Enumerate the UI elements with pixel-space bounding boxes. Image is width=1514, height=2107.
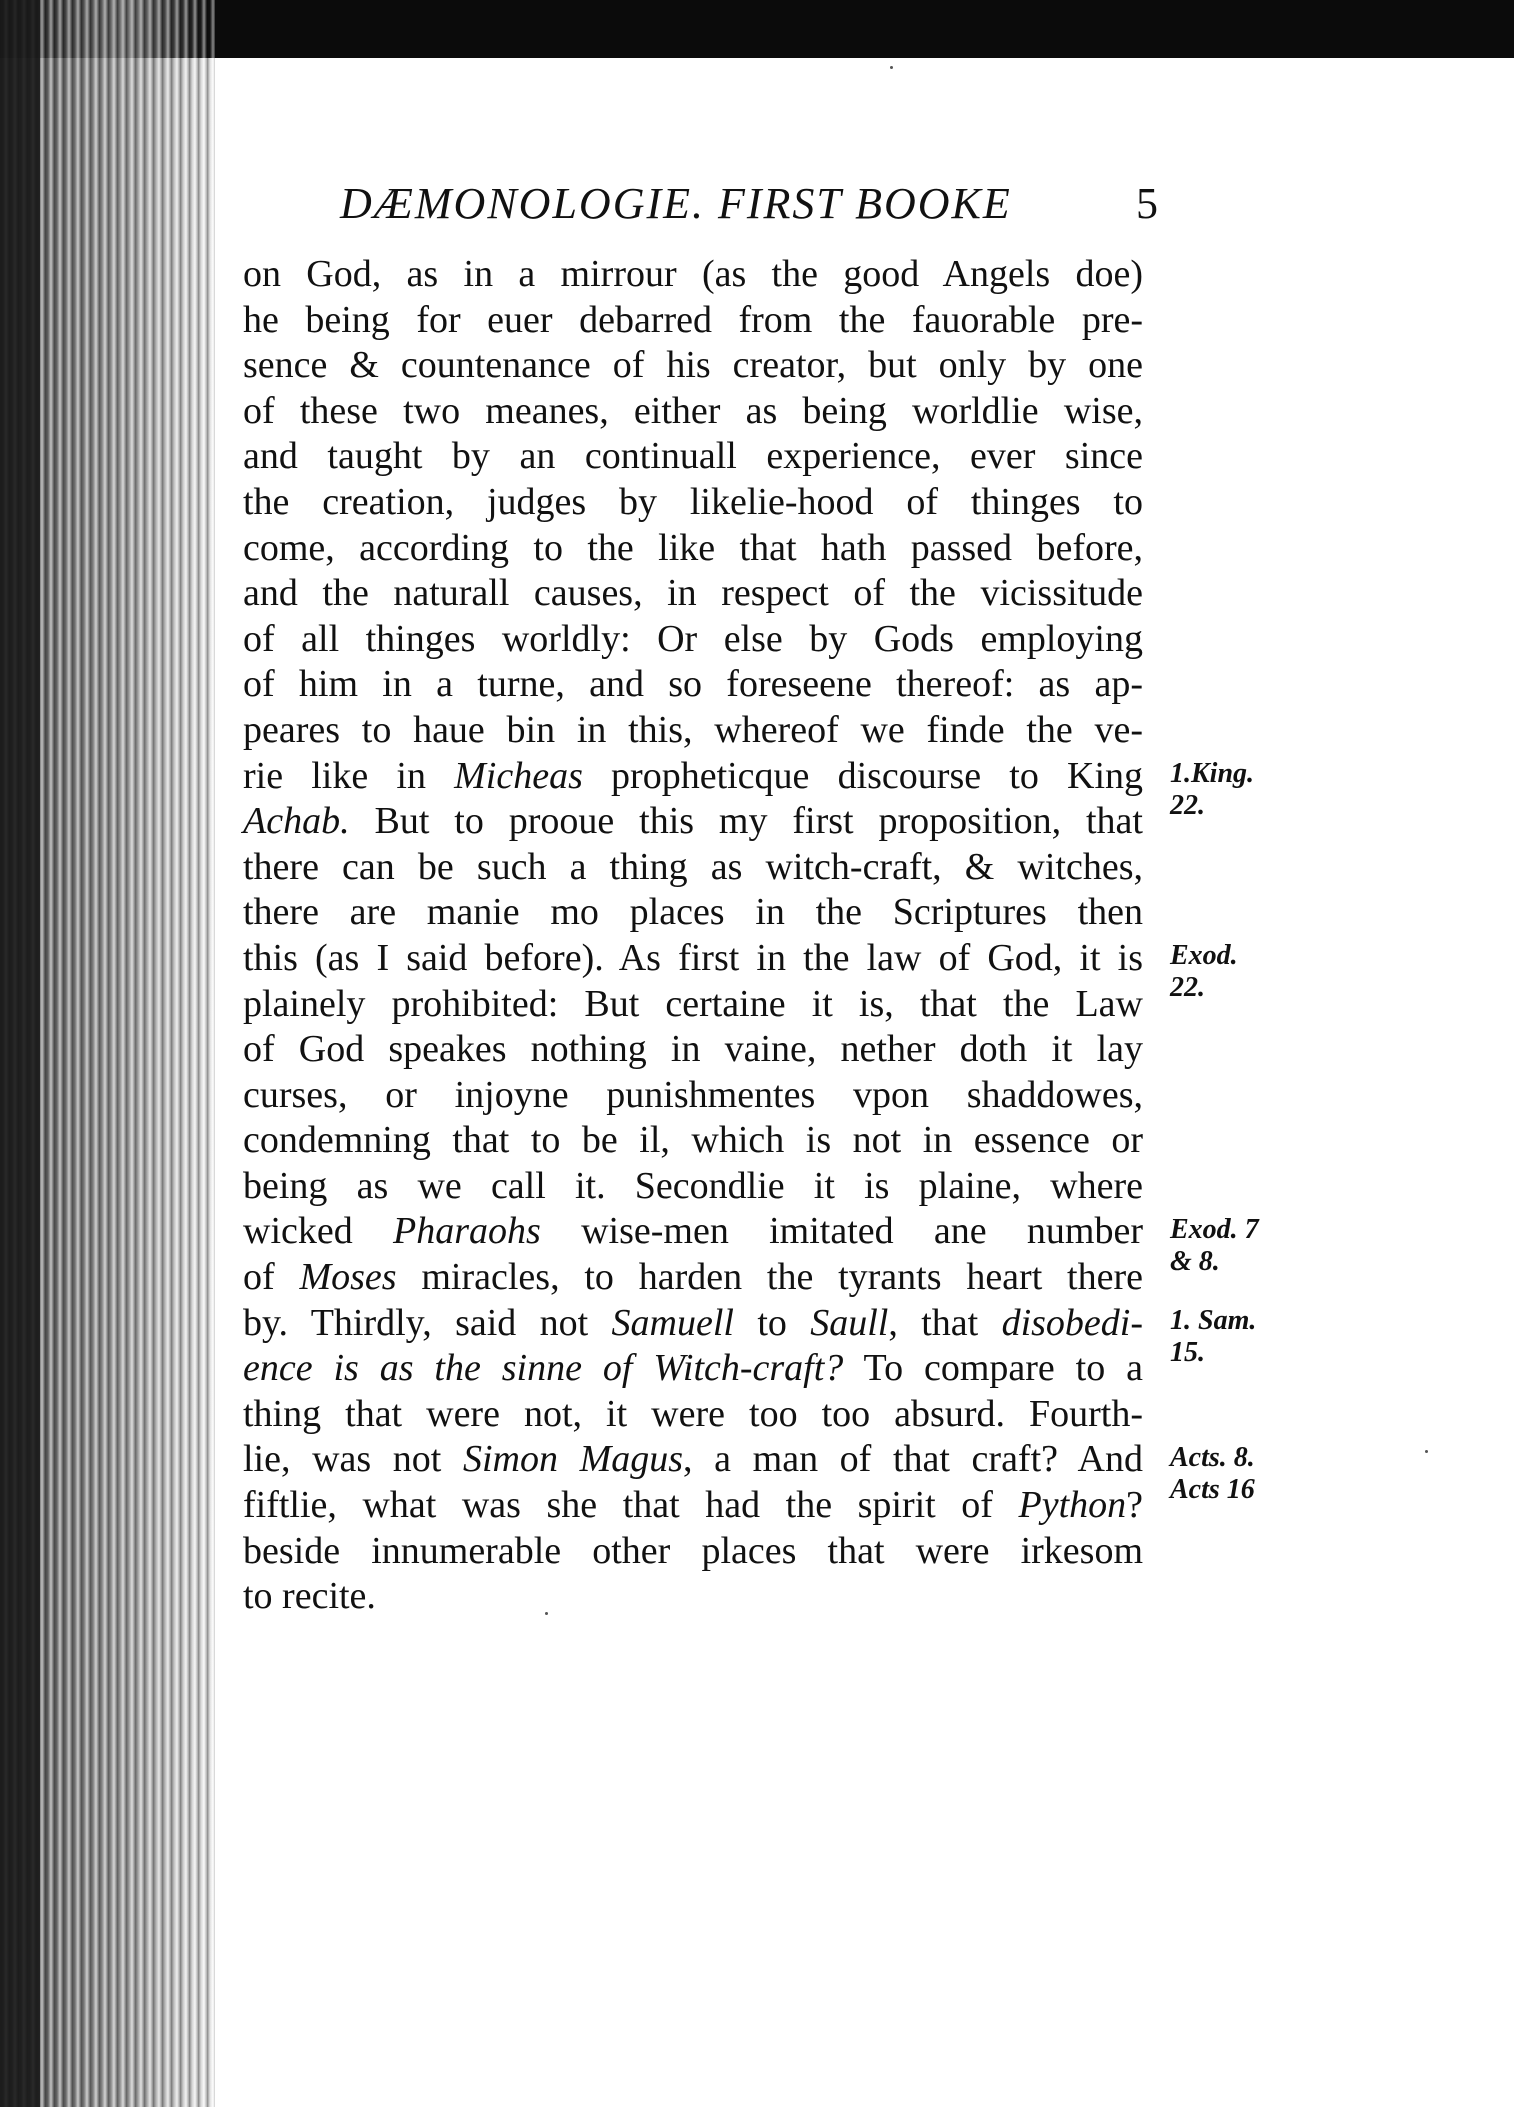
text-segment: and the naturall causes, in respect of the vicissitude [243, 572, 1143, 615]
text-line [243, 982, 1143, 1028]
text-line [243, 1255, 1143, 1301]
text-segment: peares to haue bin in this, whereof we finde the ve- [243, 708, 1143, 751]
text-line [243, 252, 1143, 298]
text-segment: by. Thirdly, said not [243, 1301, 612, 1344]
text-segment: propheticque discourse to King [582, 754, 1143, 797]
text-segment: wicked [243, 1210, 394, 1253]
text-segment: , a man of that craft? And [683, 1438, 1143, 1481]
text-line [243, 890, 1143, 936]
text-line [243, 434, 1143, 480]
margin-note-line: 22. [1170, 789, 1205, 821]
text-line [243, 1027, 1143, 1073]
text-line [243, 1392, 1143, 1438]
text-segment: to [733, 1301, 811, 1344]
margin-note [1170, 940, 1238, 1004]
text-line [243, 708, 1143, 754]
text-segment: beside innumerable other places that were irkesom [243, 1529, 1143, 1572]
text-segment: condemning that to be il, which is not in essence or [243, 1119, 1143, 1162]
text-line [243, 754, 1143, 800]
text-line [243, 1529, 1143, 1575]
margin-note-line: Exod. [1170, 940, 1238, 971]
text-line [243, 617, 1143, 663]
text-segment: miracles, to harden the tyrants heart there [396, 1256, 1143, 1299]
margin-note-line: Acts 16 [1170, 1473, 1255, 1505]
text-segment: of God speakes nothing in vaine, nether doth it lay [243, 1028, 1143, 1071]
margin-note-line: Acts. 8. [1170, 1441, 1255, 1473]
text-segment: fiftlie, what was she that had the spirit of [243, 1484, 1019, 1527]
text-segment: rie like in [243, 754, 455, 797]
text-segment: sence & countenance of his creator, but only by one [243, 344, 1143, 387]
text-line [243, 1574, 1143, 1620]
text-line [243, 845, 1143, 891]
margin-note-line: 1. Sam. [1170, 1304, 1257, 1336]
text-segment: of [243, 1256, 300, 1299]
text-line [243, 343, 1143, 389]
text-line [243, 389, 1143, 435]
text-segment: Saull [810, 1301, 889, 1344]
margin-note-line: 15. [1170, 1336, 1205, 1368]
text-line [243, 662, 1143, 708]
scan-speck [545, 1612, 548, 1615]
text-segment: Moses [299, 1256, 397, 1299]
running-head-title: DÆMONOLOGIE. FIRST BOOKE [340, 179, 1012, 228]
text-segment: , that [888, 1301, 1002, 1344]
text-line [243, 936, 1143, 982]
text-segment: ence is as the sinne of Witch-craft? [243, 1347, 844, 1390]
text-line [243, 1437, 1143, 1483]
text-line [243, 1346, 1143, 1392]
margin-note [1170, 1442, 1255, 1506]
text-line [243, 1118, 1143, 1164]
text-segment: and taught by an continuall experience, ever since [243, 435, 1143, 478]
text-segment: being as we call it. Secondlie it is plaine, where [243, 1164, 1143, 1207]
running-head [340, 178, 1160, 229]
text-segment: Pharaohs [393, 1210, 541, 1253]
text-segment: there are manie mo places in the Scriptures then [243, 891, 1143, 934]
margin-note [1170, 758, 1254, 822]
text-segment: curses, or injoyne punishmentes vpon shaddowes, [243, 1073, 1143, 1116]
text-segment: to recite. [243, 1575, 376, 1618]
text-segment: there can be such a thing as witch-craft, & witches, [243, 845, 1143, 888]
text-segment: the creation, judges by likelie-hood of thinges to [243, 480, 1143, 523]
text-segment: Samuell [611, 1301, 734, 1344]
margin-note-line: 1.King. [1170, 757, 1255, 789]
text-line [243, 1301, 1143, 1347]
text-segment: this (as I said before). As first in the law of God, it is [243, 936, 1143, 979]
text-segment: Micheas [454, 754, 583, 797]
text-line [243, 480, 1143, 526]
text-segment: But to prooue this my first proposition, that [349, 800, 1143, 843]
text-segment: he being for euer debarred from the fauorable pre- [243, 298, 1143, 341]
page-number: 5 [1136, 179, 1160, 228]
text-segment: of all thinges worldly: Or else by Gods employing [243, 617, 1143, 660]
text-line [243, 1164, 1143, 1210]
text-segment: ? [1126, 1484, 1143, 1527]
book-spine-edge [0, 0, 40, 2107]
text-segment: disobedi- [1001, 1301, 1143, 1344]
text-segment: lie, was not [243, 1438, 463, 1481]
margin-note [1170, 1214, 1259, 1278]
margin-note-line: 22. [1170, 972, 1205, 1003]
text-segment: thing that were not, it were too too absurd. Fourth- [243, 1392, 1143, 1435]
margin-note [1170, 1305, 1256, 1369]
text-segment: plainely prohibited: But certaine it is, that the Law [243, 982, 1143, 1025]
text-segment: Python [1018, 1484, 1127, 1527]
scan-speck [890, 66, 893, 69]
text-segment: come, according to the like that hath passed before, [243, 526, 1143, 569]
text-segment: of these two meanes, either as being worldlie wise, [243, 389, 1143, 432]
scan-speck [1425, 1450, 1428, 1453]
text-segment: Simon Magus [462, 1438, 684, 1481]
margin-note-line: & 8. [1170, 1245, 1220, 1277]
text-line [243, 1073, 1143, 1119]
body-text [243, 252, 1143, 1620]
text-line [243, 298, 1143, 344]
text-line [243, 526, 1143, 572]
scan-top-border [0, 0, 1514, 58]
margin-note-line: Exod. 7 [1170, 1213, 1259, 1245]
text-line [243, 799, 1143, 845]
text-segment: wise-men imitated ane number [540, 1210, 1143, 1253]
text-segment: on God, as in a mirrour (as the good Angels doe) [243, 253, 1143, 295]
text-line [243, 1209, 1143, 1255]
text-segment: Achab. [243, 800, 350, 843]
text-segment: of him in a turne, and so foreseene thereof: as ap- [243, 663, 1143, 706]
text-segment: To compare to a [843, 1347, 1144, 1390]
text-line [243, 1483, 1143, 1529]
text-line [243, 571, 1143, 617]
